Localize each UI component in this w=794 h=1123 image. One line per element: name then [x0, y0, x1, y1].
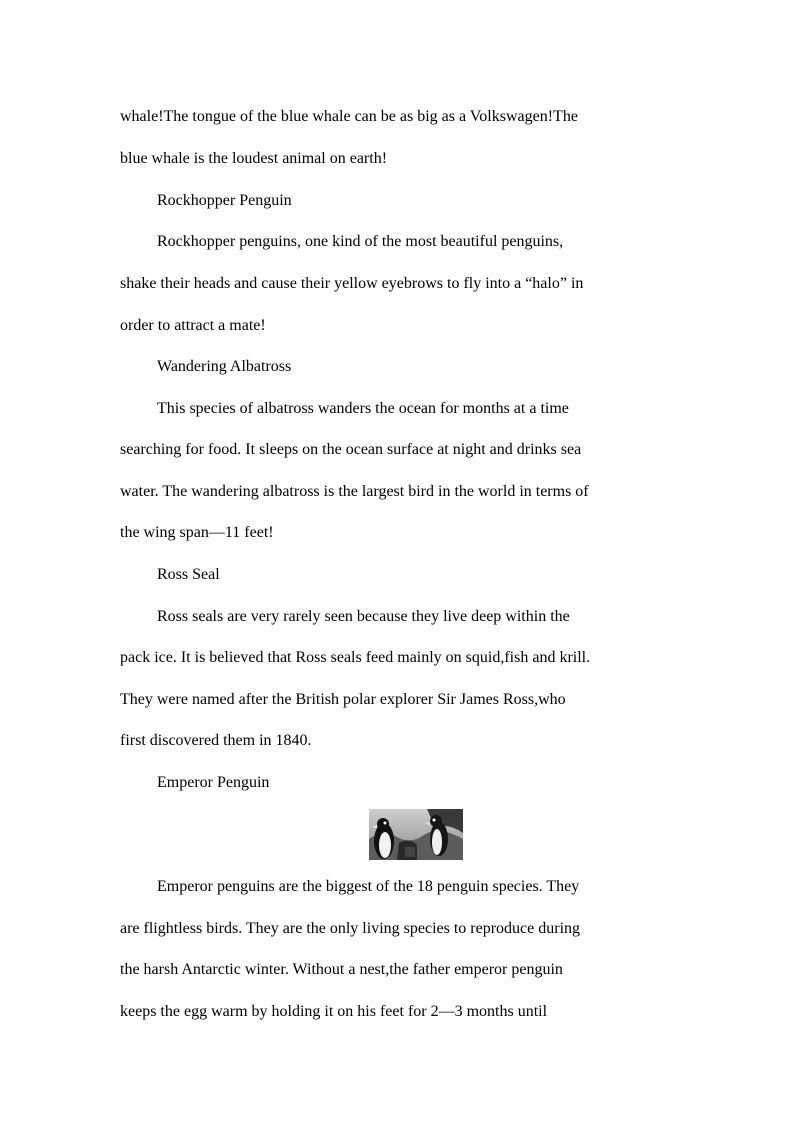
section-heading-albatross: Wandering Albatross: [157, 358, 292, 375]
body-line: keeps the egg warm by holding it on his feet for 2—3 months until: [120, 1003, 548, 1020]
body-line: They were named after the British polar explorer Sir James Ross,who: [120, 691, 566, 708]
body-line: shake their heads and cause their yellow eyebrows to fly into a “halo” in: [120, 275, 584, 292]
body-line: blue whale is the loudest animal on earth!: [120, 150, 388, 167]
section-heading-emperor: Emperor Penguin: [157, 774, 270, 791]
body-line: This species of albatross wanders the ocean for months at a time: [157, 400, 569, 417]
body-line: are flightless birds. They are the only living species to reproduce during: [120, 920, 581, 937]
body-line: water. The wandering albatross is the largest bird in the world in terms of: [120, 483, 589, 500]
body-line: whale!The tongue of the blue whale can be as big as a Volkswagen!The: [120, 108, 578, 125]
penguin-illustration: [369, 809, 463, 860]
section-heading-rockhopper: Rockhopper Penguin: [157, 192, 292, 209]
body-line: Emperor penguins are the biggest of the 18 penguin species. They: [157, 878, 580, 895]
body-line: Ross seals are very rarely seen because they live deep within the: [157, 608, 570, 625]
body-line: the harsh Antarctic winter. Without a nest,the father emperor penguin: [120, 961, 563, 978]
body-line: first discovered them in 1840.: [120, 732, 312, 749]
body-line: Rockhopper penguins, one kind of the most beautiful penguins,: [157, 233, 564, 250]
section-heading-ross-seal: Ross Seal: [157, 566, 220, 583]
body-line: pack ice. It is believed that Ross seals feed mainly on squid,fish and krill.: [120, 649, 591, 666]
emperor-penguin-photo: [369, 809, 463, 860]
body-line: the wing span—11 feet!: [120, 524, 274, 541]
body-line: order to attract a mate!: [120, 317, 266, 334]
body-line: searching for food. It sleeps on the ocean surface at night and drinks sea: [120, 441, 582, 458]
